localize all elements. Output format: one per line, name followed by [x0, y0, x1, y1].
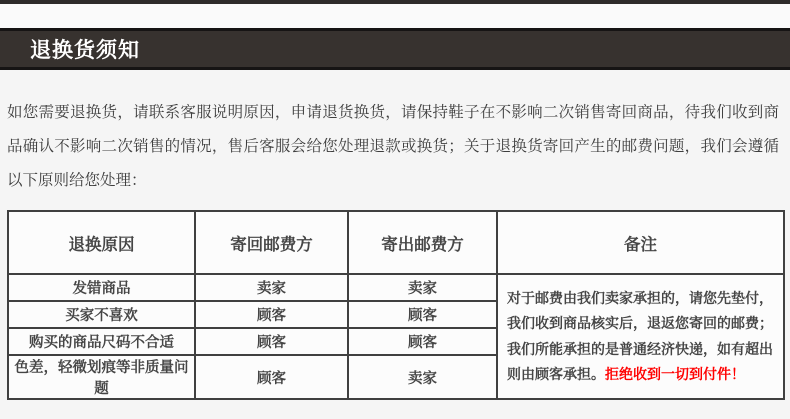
content-area: [0, 70, 790, 400]
section-title: 退换货须知: [30, 39, 140, 62]
cell-outbound-postage: 顾客: [348, 328, 497, 355]
remarks-cell: [497, 274, 784, 399]
cell-reason: 买家不喜欢: [8, 301, 195, 328]
intro-paragraph: 如您需要退换货，请联系客服说明原因，申请退货换货，请保持鞋子在不影响二次销售寄回商品，待我们收到商品确认不影响二次销售的情况，售后客服会给您处理退款或换货；关于退换货寄回产生的邮费问题，我们会遵循以下原则给您处理：: [7, 104, 779, 189]
table-header-row: [8, 211, 784, 274]
cell-reason: 购买的商品尺码不合适: [8, 328, 195, 355]
top-spacer: [0, 4, 790, 28]
cell-outbound-postage: 卖家: [348, 355, 497, 399]
cell-return-postage: 顾客: [195, 301, 348, 328]
header-remarks: 备注: [497, 211, 784, 274]
remarks-warning-text: 拒绝收到一切到付件！: [605, 366, 745, 382]
remarks-text: 对于邮费由我们卖家承担的，请您先垫付，我们收到商品核实后，退返您寄回的邮费；我们所能承担的是普通经济快递，如有超出则由顾客承担。: [507, 289, 773, 382]
postage-policy-table: [7, 210, 785, 400]
cell-outbound-postage: 卖家: [348, 274, 497, 301]
cell-outbound-postage: 顾客: [348, 301, 497, 328]
header-return-postage-party: 寄回邮费方: [195, 211, 348, 274]
section-title-bar: [0, 28, 790, 70]
cell-return-postage: 卖家: [195, 274, 348, 301]
header-return-reason: 退换原因: [8, 211, 195, 274]
cell-return-postage: 顾客: [195, 328, 348, 355]
table-row: [8, 274, 784, 301]
cell-return-postage: 顾客: [195, 355, 348, 399]
cell-reason: 发错商品: [8, 274, 195, 301]
cell-reason: 色差，轻微划痕等非质量问题: [8, 355, 195, 399]
header-outbound-postage-party: 寄出邮费方: [348, 211, 497, 274]
